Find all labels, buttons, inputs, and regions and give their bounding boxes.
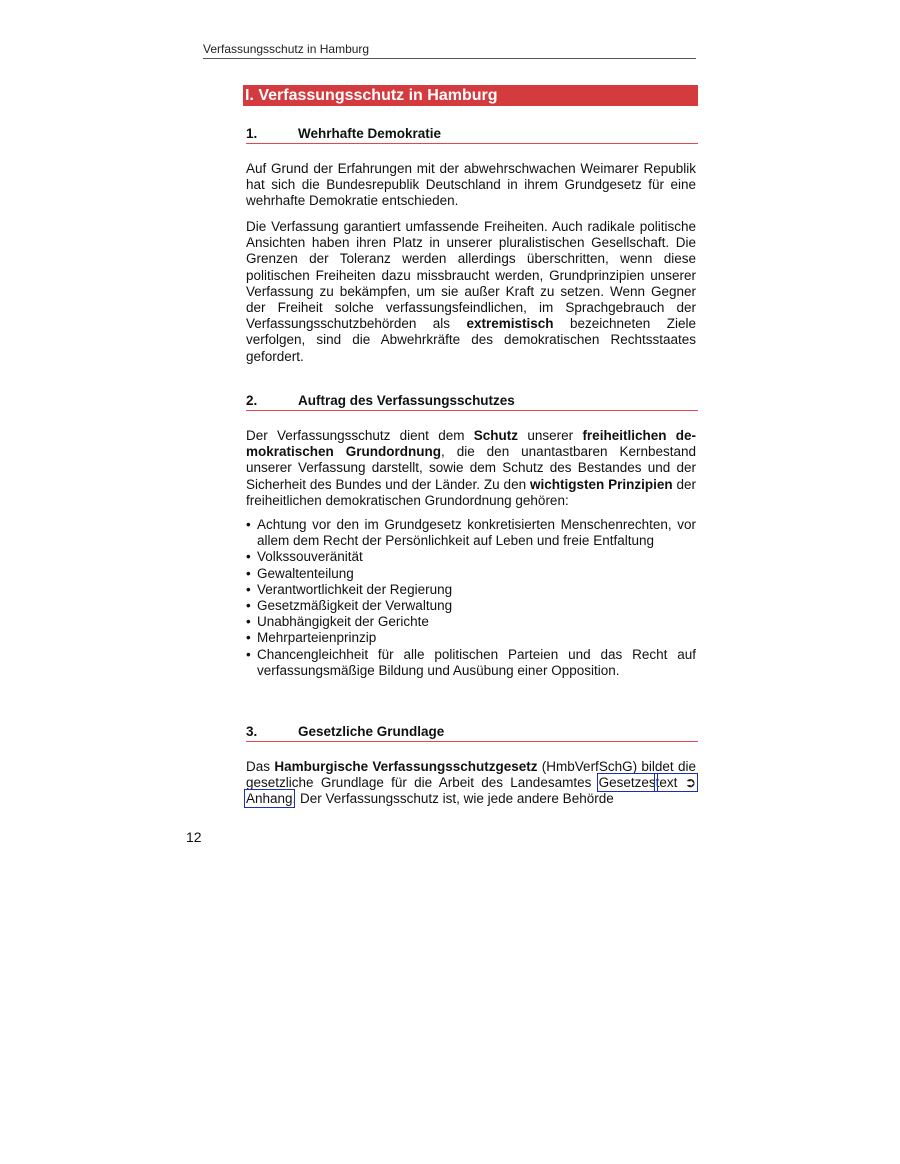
list-item: • Volkssouveränität	[246, 549, 363, 565]
paragraph	[246, 428, 696, 509]
paragraph	[246, 759, 696, 808]
section-number: 2.	[246, 393, 258, 408]
list-item: • Chancengleichheit für alle politischen Parteien und das Recht auf verfassungsmäßige Bildung und Ausübung einer Opposition.	[246, 646, 696, 678]
section-number: 3.	[246, 724, 258, 739]
section-heading-1	[246, 125, 698, 144]
text-run: , die den unantastbaren Kernbestand unserer Verfassung darstellt, sowie dem Schutz des Bestandes und der Sicherheit des Bundes und der Länder. Zu den	[246, 444, 697, 492]
emphasis-text: wichtigsten Prinzipien	[529, 476, 673, 492]
emphasis-text: extremistisch	[466, 316, 554, 332]
list-item: • Mehrparteienprinzip	[246, 630, 377, 646]
list-item-text: Unabhängigkeit der Gerichte	[257, 614, 429, 630]
emphasis-text: Hamburgische Verfassungsschutzgesetz	[274, 759, 538, 774]
text-run: der freiheitlichen demokratischen Grundordnung gehören:	[246, 476, 697, 508]
list-item: • Gesetzmäßigkeit der Verwaltung	[246, 598, 453, 614]
list-item: • Achtung vor den im Grundgesetz konkretisierten Menschenrechten, vor allem dem Recht der Persönlichkeit auf Leben und freie Entfaltung	[246, 517, 696, 549]
principles-list	[246, 517, 696, 679]
section-heading-2	[246, 392, 698, 411]
chapter-title: I. Verfassungsschutz in Hamburg	[243, 85, 698, 106]
list-item-text: Volkssouveränität	[257, 549, 363, 565]
appendix-link[interactable]	[599, 775, 656, 790]
section-title: Auftrag des Verfassungsschutzes	[298, 393, 515, 408]
list-item-text: Verantwortlichkeit der Regierung	[257, 581, 453, 597]
text-run: (HmbVerfSchG) bildet die gesetzliche Grundlage für die Arbeit des Landesamtes	[246, 759, 696, 791]
text-run: . Der Verfassungsschutz ist, wie jede andere Behörde	[292, 791, 614, 807]
list-item-text: Chancengleichheit für alle politischen Parteien und das Recht auf verfassungsmäßige Bildung und Ausübung einer Opposition.	[257, 646, 696, 678]
list-item-text: Gesetzmäßigkeit der Verwaltung	[257, 598, 453, 614]
paragraph	[246, 219, 696, 365]
list-item: • Unabhängigkeit der Gerichte	[246, 614, 429, 630]
emphasis-text: Schutz	[473, 428, 519, 443]
text-run: Der Verfassungsschutz dient dem	[246, 428, 474, 443]
link-text: text ➲ Anhang	[246, 775, 697, 807]
list-item-text: Achtung vor den im Grundgesetz konkretisierten Menschenrechten, vor allem dem Recht der Persönlichkeit auf Leben und freie Entfaltung	[257, 517, 696, 549]
text-run: Das	[246, 759, 275, 774]
list-item-text: Mehrparteienprinzip	[257, 630, 377, 646]
section-title: Gesetzliche Grundlage	[298, 724, 445, 739]
link-text: Gesetzes	[598, 775, 656, 791]
text-run: unserer	[518, 428, 583, 443]
paragraph: Auf Grund der Erfahrungen mit der abwehrschwachen Weimarer Republik hat sich die Bundesrepublik Deutschland in ihrem Grundgesetz für eine wehrhafte Demokratie entschieden.	[246, 161, 696, 209]
section-title: Wehrhafte Demokratie	[298, 126, 442, 141]
section-number: 1.	[246, 126, 258, 141]
section-heading-3	[246, 723, 698, 742]
text-run: bezeichneten Ziele verfolgen, sind die Abwehrkräfte des demokratischen Rechtsstaates gefordert.	[246, 316, 696, 364]
list-item-text: Gewaltenteilung	[257, 565, 354, 581]
page-number: 12	[186, 829, 202, 845]
text-run: Die Verfassung garantiert umfassende Freiheiten. Auch radikale politische Ansichten haben ihren Platz in unserer pluralistischen Gesellschaft. Die Grenzen der Toleranz werden allerdings überschritten, wenn diese politischen Freiheiten dazu missbraucht werden, Grundprinzipien unserer Verfassung zu bekämpfen, um sie außer Kraft zu setzen. Wenn Gegner der Freiheit solche verfassungsfeindlichen, im Sprachgebrauch der Verfassungsschutzbehörden als	[246, 219, 696, 332]
list-item: • Gewaltenteilung	[246, 565, 354, 581]
list-item: • Verantwortlichkeit der Regierung	[246, 581, 453, 597]
running-header: Verfassungsschutz in Hamburg	[203, 41, 696, 59]
emphasis-text: freiheitlichen demokratischen Grundordnung	[246, 428, 697, 460]
